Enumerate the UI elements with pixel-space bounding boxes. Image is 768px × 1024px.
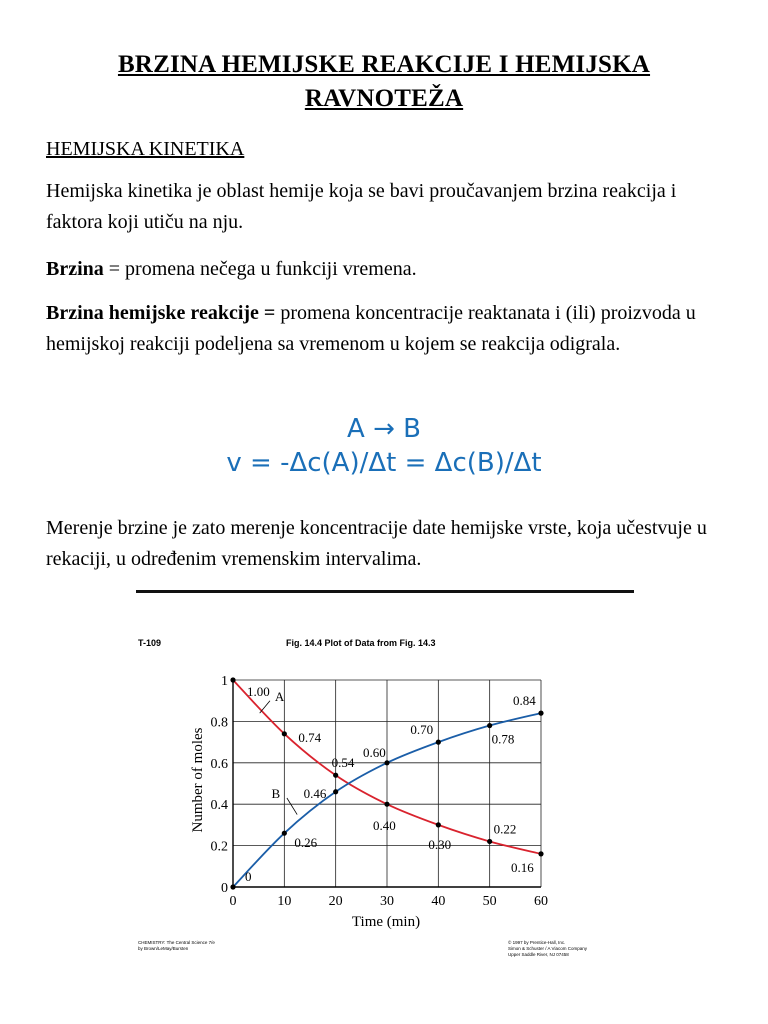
leader-line-B: [287, 798, 297, 815]
term-reaction-rate: Brzina hemijske reakcije =: [46, 302, 276, 324]
data-point-A: [333, 773, 338, 778]
data-label-B: 0.70: [410, 722, 434, 738]
paragraph-rate: [46, 254, 736, 285]
credit-authors: by Brown/LeMay/Bursten: [138, 946, 189, 951]
y-tick-label: 0: [221, 881, 228, 896]
data-label-A: 0.74: [298, 729, 322, 745]
x-tick-label: 0: [229, 894, 237, 909]
y-tick-label: 0.6: [210, 756, 228, 772]
y-tick-label: 0.4: [210, 798, 228, 814]
figure-caption: Fig. 14.4 Plot of Data from Fig. 14.3: [286, 638, 436, 648]
credit-publisher: Simon & Schuster / A Viacom Company: [508, 946, 587, 951]
data-label-B: 0.46: [303, 785, 327, 801]
x-tick-label: 40: [431, 894, 446, 909]
x-tick-label: 20: [328, 894, 343, 909]
y-axis-label: Number of moles: [190, 727, 206, 833]
title-line-1: BRZINA HEMIJSKE REAKCIJE I HEMIJSKA: [117, 51, 651, 78]
rate-equation: v = -Δc(A)/Δt = Δc(B)/Δt: [226, 448, 542, 478]
figure-tag: T-109: [138, 638, 162, 648]
data-label-B: 0.84: [513, 693, 536, 709]
data-point-B: [487, 723, 492, 728]
x-tick-label: 30: [380, 894, 394, 909]
paragraph-reaction-rate: [46, 298, 736, 360]
term-brzina: Brzina: [46, 258, 104, 280]
x-tick-label: 60: [534, 894, 548, 909]
y-tick-label: 0.2: [210, 839, 228, 855]
data-point-A: [538, 851, 543, 856]
data-point-B: [436, 740, 441, 745]
data-label-B: 0.60: [363, 744, 386, 760]
data-label-A: 1.00: [247, 684, 270, 699]
x-tick-label: 10: [277, 894, 292, 909]
data-label-A: 0.16: [511, 859, 534, 875]
y-tick-label: 1: [221, 674, 228, 689]
paragraph-measurement: Merenje brzine je zato merenje koncentracije date hemijske vrste, koja učestvuje u rekaciji, u određenim vremenskim intervalima.: [46, 517, 707, 570]
data-point-A: [487, 839, 492, 844]
data-point-A: [230, 677, 235, 682]
y-tick-label: 0.8: [210, 715, 228, 731]
credit-copyright: © 1997 by Prentice-Hall, Inc.: [508, 940, 566, 945]
page-title: [40, 48, 728, 116]
credit-address: Upper Saddle River, NJ 07458: [508, 952, 569, 957]
data-point-B: [538, 711, 543, 716]
rate-formula: [0, 412, 768, 480]
data-point-B: [384, 760, 389, 765]
title-line-2: RAVNOTEŽA: [304, 85, 464, 112]
series-name-B: B: [271, 785, 281, 801]
section-heading: HEMIJSKA KINETIKA: [46, 138, 245, 160]
data-label-A: 0.54: [331, 755, 355, 771]
data-label-B: 0.26: [294, 835, 318, 851]
data-point-B: [230, 884, 235, 889]
reaction-equation: A → B: [347, 414, 421, 444]
reaction-rate-definition: promena koncentracije reaktanata i (ili) proizvoda u hemijskoj reakciji podeljena sa vremenom u kojem se reakcija odigrala.: [46, 302, 696, 355]
kinetics-chart: [136, 588, 636, 968]
data-point-B: [282, 831, 287, 836]
data-point-B: [333, 789, 338, 794]
paragraph-definition: Hemijska kinetika je oblast hemije koja se bavi proučavanjem brzina reakcija i faktora koji utiču na nju.: [46, 180, 677, 233]
x-tick-label: 50: [482, 894, 497, 909]
data-label-A: 0.40: [373, 818, 396, 834]
data-label-A: 0.22: [493, 821, 517, 837]
credit-book: CHEMISTRY: The Central Science 7/e: [138, 940, 215, 945]
data-point-A: [384, 802, 389, 807]
data-label-B: 0: [245, 869, 252, 884]
data-point-A: [282, 731, 287, 736]
rate-definition: = promena nečega u funkciji vremena.: [103, 258, 417, 280]
data-label-A: 0.30: [428, 836, 452, 852]
data-label-B: 0.78: [491, 731, 515, 747]
data-point-A: [436, 822, 441, 827]
leader-line-A: [260, 701, 270, 713]
series-name-A: A: [274, 688, 285, 704]
x-axis-label: Time (min): [351, 914, 421, 930]
